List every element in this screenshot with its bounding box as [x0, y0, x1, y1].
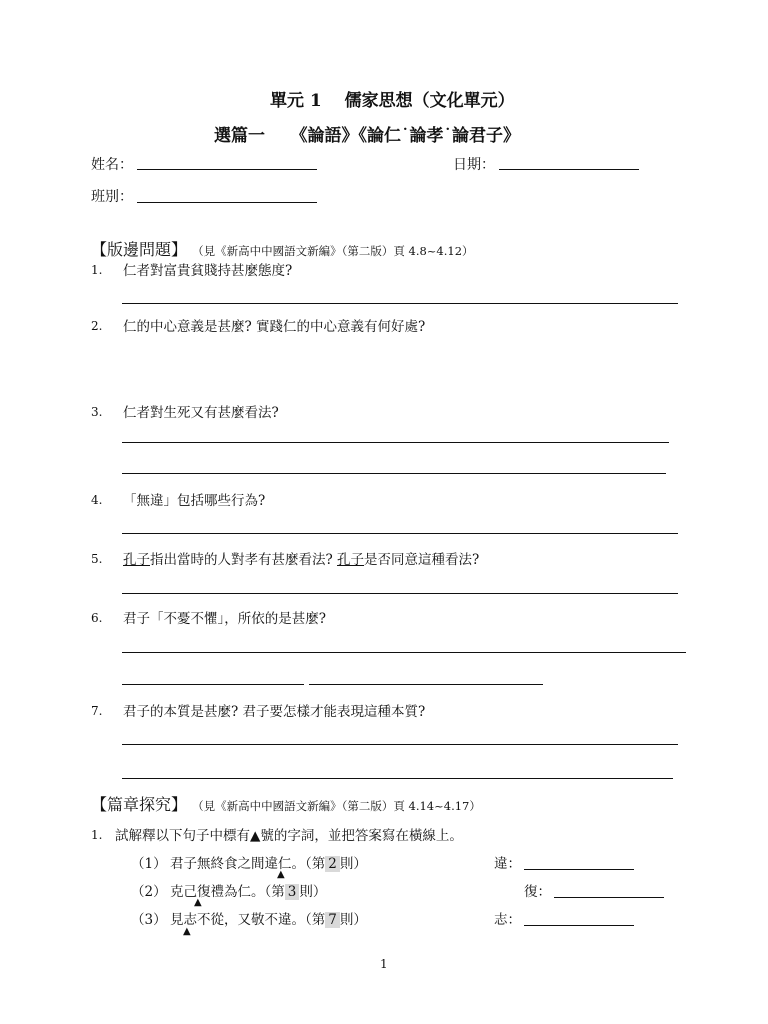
item-index: （3） — [131, 912, 167, 928]
question-text-end: 是否同意這種看法? — [364, 552, 480, 568]
question-number: 1. — [91, 828, 103, 842]
person-name: 孔子 — [123, 552, 150, 568]
sentence-text: 見志不從，又敬不違。（第 — [170, 912, 326, 928]
question-text: 仁者對生死又有甚麼看法? — [123, 405, 279, 421]
answer-line[interactable] — [122, 442, 669, 443]
question-number: 2. — [91, 319, 103, 333]
answer-line[interactable] — [524, 925, 634, 926]
question-number: 3. — [91, 405, 103, 419]
item-index: （2） — [131, 884, 167, 900]
triangle-marker-icon: ▲ — [194, 897, 202, 908]
answer-line[interactable] — [122, 778, 673, 779]
question-number: 1. — [91, 263, 103, 277]
sentence-text: 克己復禮為仁。（第 — [170, 884, 285, 900]
question-number: 6. — [91, 611, 103, 625]
sentence-end: 則） — [299, 884, 327, 900]
person-name: 孔子 — [337, 552, 365, 568]
date-label: 日期： — [453, 157, 495, 173]
question-text: 仁的中心意義是甚麼? 實踐仁的中心意義有何好處? — [123, 319, 426, 335]
chapter-number: 3 — [285, 884, 300, 900]
section1-header — [91, 237, 474, 260]
section1-note: （見《新高中中國語文新編》（第二版）頁 4.8~4.12） — [192, 244, 474, 258]
sentence-end: 則） — [339, 912, 367, 928]
section2-note: （見《新高中中國語文新編》（第二版）頁 4.14~4.17） — [192, 799, 481, 813]
answer-line[interactable] — [122, 303, 678, 304]
question-text: 仁者對富貴貧賤持甚麼態度? — [123, 263, 293, 279]
question-number: 7. — [91, 704, 103, 718]
name-label: 姓名： — [91, 157, 133, 173]
section1-heading: 【版邊問題】 — [91, 240, 188, 259]
answer-line[interactable] — [524, 869, 634, 870]
question-text: 試解釋以下句子中標有▲號的字詞，並把答案寫在橫線上。 — [115, 828, 463, 844]
question-text-mid: 指出當時的人對孝有甚麼看法? — [150, 552, 338, 568]
date-field[interactable] — [499, 169, 639, 170]
sentence-text: 君子無終食之間違仁。（第 — [170, 856, 326, 872]
answer-char-label: 違： — [494, 856, 521, 872]
chapter-number: 2 — [325, 856, 340, 872]
item-sentence — [170, 908, 367, 928]
answer-char-label: 志： — [494, 912, 521, 928]
answer-line[interactable] — [122, 593, 678, 594]
answer-line[interactable] — [122, 473, 666, 474]
answer-line[interactable] — [122, 652, 686, 653]
answer-line[interactable] — [122, 533, 678, 534]
triangle-marker-icon: ▲ — [277, 869, 285, 880]
section2-heading: 【篇章探究】 — [91, 795, 188, 814]
page-number: 1 — [380, 957, 388, 971]
item-sentence — [170, 852, 367, 872]
answer-char-label: 復： — [524, 884, 551, 900]
item-index: （1） — [131, 856, 167, 872]
question-text: 君子的本質是甚麼? 君子要怎樣才能表現這種本質? — [123, 704, 426, 720]
answer-line[interactable] — [122, 684, 304, 685]
name-field[interactable] — [137, 169, 317, 170]
question-number: 4. — [91, 493, 103, 507]
question-text: 「無違」包括哪些行為? — [123, 493, 266, 509]
unit-title: 單元 1 儒家思想（文化單元） — [270, 91, 515, 111]
question-text: 君子「不憂不懼」，所依的是甚麼? — [123, 611, 326, 627]
chapter-number: 7 — [325, 912, 340, 928]
selection-title: 選篇一 《論語》《論仁˙論孝˙論君子》 — [214, 126, 520, 146]
answer-line[interactable] — [554, 897, 664, 898]
sentence-end: 則） — [339, 856, 367, 872]
question-number: 5. — [91, 552, 103, 566]
question-text — [123, 548, 479, 568]
answer-line[interactable] — [122, 744, 678, 745]
triangle-marker-icon: ▲ — [183, 926, 191, 937]
section2-header — [91, 792, 481, 815]
class-label: 班別： — [91, 189, 133, 205]
answer-line[interactable] — [309, 684, 543, 685]
class-field[interactable] — [137, 202, 317, 203]
